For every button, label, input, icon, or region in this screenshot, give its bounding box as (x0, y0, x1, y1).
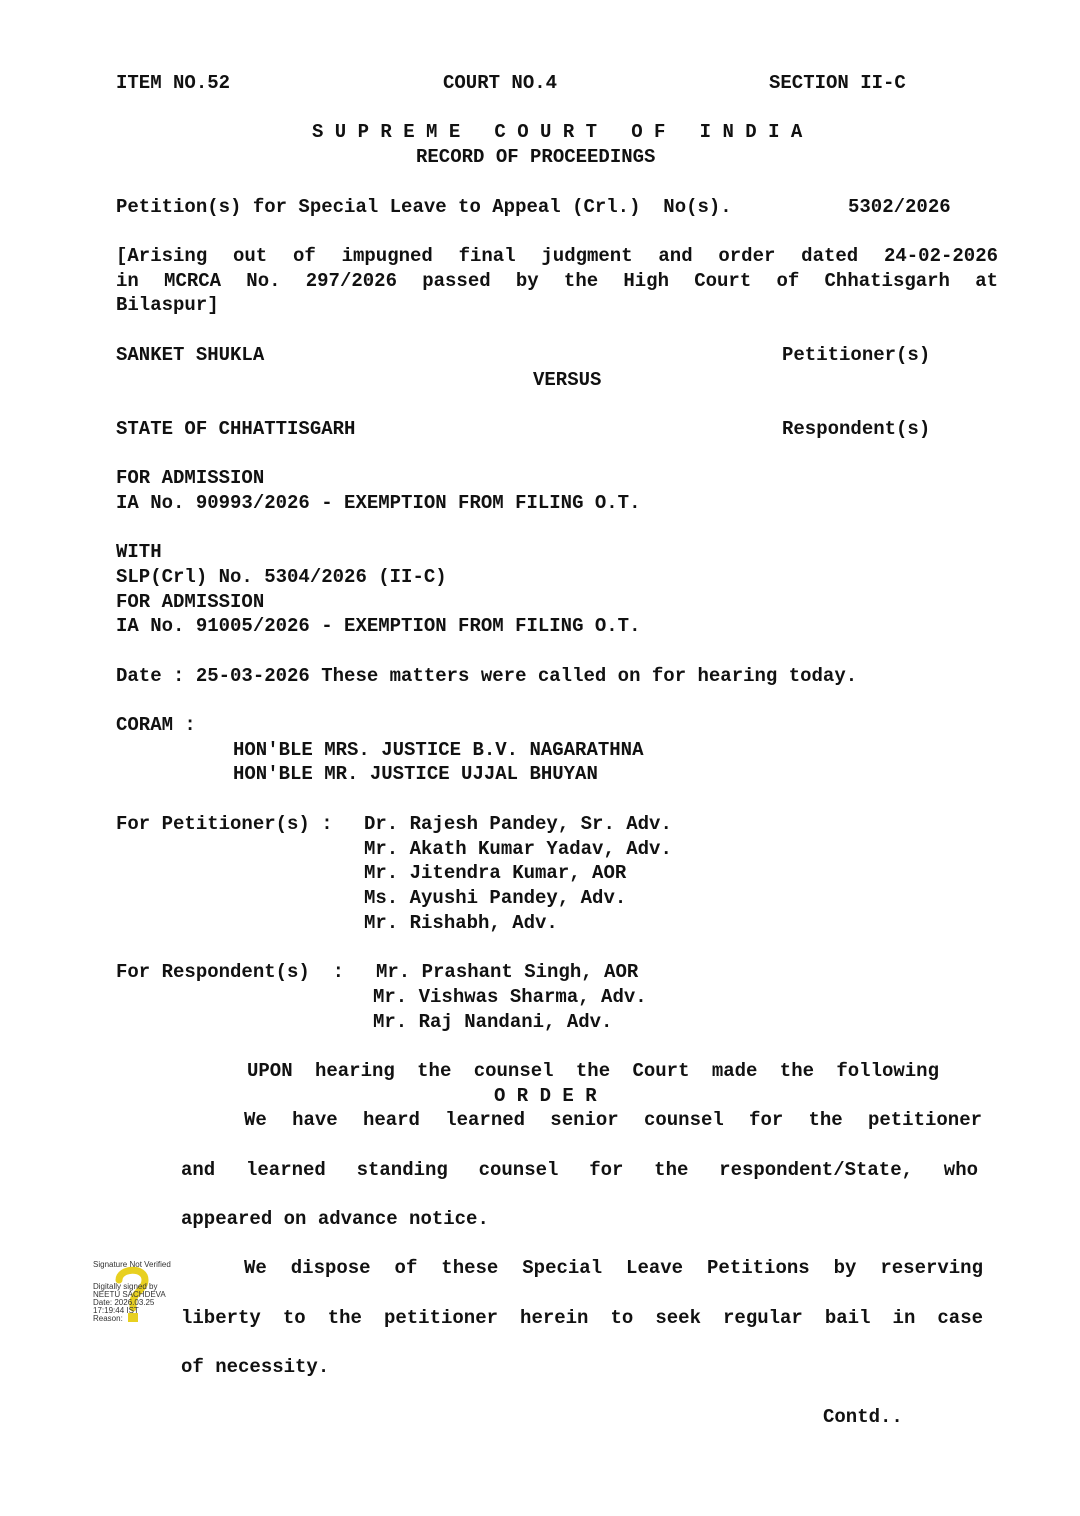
petition-label: Petition(s) for Special Leave to Appeal (Crl.) No(s). (116, 196, 732, 218)
counsel-name: Ms. Ayushi Pandey, Adv. (364, 887, 627, 909)
record-of-proceedings-heading: RECORD OF PROCEEDINGS (416, 146, 656, 168)
section-label: SECTION II-C (769, 72, 906, 94)
counsel-name: Mr. Raj Nandani, Adv. (373, 1011, 613, 1033)
order-paragraph-line: appeared on advance notice. (181, 1208, 489, 1230)
for-admission-label: FOR ADMISSION (116, 467, 265, 489)
item-number: ITEM NO.52 (116, 72, 231, 94)
ia-application-line: IA No. 90993/2026 - EXEMPTION FROM FILING O.T. (116, 492, 641, 514)
arising-line-3: Bilaspur] (116, 294, 219, 316)
respondent-counsel-label: For Respondent(s) : (116, 961, 345, 983)
court-number: COURT NO.4 (443, 72, 558, 94)
counsel-name: Mr. Jitendra Kumar, AOR (364, 862, 627, 884)
arising-line-2: in MCRCA No. 297/2026 passed by the High Court of Chhatisgarh at (116, 270, 998, 292)
tagged-for-admission-label: FOR ADMISSION (116, 591, 265, 613)
order-heading: O R D E R (494, 1085, 597, 1107)
arising-line-1: [Arising out of impugned final judgment and order dated 24-02-2026 (116, 245, 998, 267)
continued-marker: Contd.. (823, 1406, 903, 1428)
signature-date: Date: 2026.03.25 (93, 1298, 155, 1307)
order-intro-line: UPON hearing the counsel the Court made the following (247, 1060, 939, 1082)
counsel-name: Mr. Vishwas Sharma, Adv. (373, 986, 647, 1008)
petitioner-name: SANKET SHUKLA (116, 344, 265, 366)
with-label: WITH (116, 541, 162, 563)
petitioner-role-label: Petitioner(s) (782, 344, 931, 366)
counsel-name: Dr. Rajesh Pandey, Sr. Adv. (364, 813, 672, 835)
counsel-name: Mr. Rishabh, Adv. (364, 912, 558, 934)
court-name-heading: S U P R E M E C O U R T O F I N D I A (312, 121, 803, 143)
signature-reason: Reason: (93, 1314, 123, 1323)
judge-name: HON'BLE MRS. JUSTICE B.V. NAGARATHNA (233, 739, 644, 761)
order-paragraph-line: liberty to the petitioner herein to seek regular bail in case (181, 1307, 983, 1329)
counsel-name: Mr. Akath Kumar Yadav, Adv. (364, 838, 672, 860)
respondent-role-label: Respondent(s) (782, 418, 931, 440)
order-paragraph-line: We dispose of these Special Leave Petitions by reserving (244, 1257, 983, 1279)
order-paragraph-line: and learned standing counsel for the respondent/State, who (181, 1159, 978, 1181)
coram-label: CORAM : (116, 714, 196, 736)
signature-signer: NEETU SACHDEVA (93, 1290, 166, 1299)
signature-time: 17:19:44 IST (93, 1306, 139, 1315)
respondent-name: STATE OF CHHATTISGARH (116, 418, 356, 440)
judge-name: HON'BLE MR. JUSTICE UJJAL BHUYAN (233, 763, 598, 785)
versus-label: VERSUS (533, 369, 602, 391)
signature-status: Signature Not Verified (93, 1260, 171, 1269)
tagged-slp-line: SLP(Crl) No. 5304/2026 (II-C) (116, 566, 447, 588)
order-paragraph-line: of necessity. (181, 1356, 330, 1378)
petition-number: 5302/2026 (848, 196, 951, 218)
order-paragraph-line: We have heard learned senior counsel for the petitioner (244, 1109, 982, 1131)
counsel-name: Mr. Prashant Singh, AOR (376, 961, 639, 983)
hearing-date-line: Date : 25-03-2026 These matters were called on for hearing today. (116, 665, 858, 687)
petitioner-counsel-label: For Petitioner(s) : (116, 813, 333, 835)
tagged-ia-application-line: IA No. 91005/2026 - EXEMPTION FROM FILING O.T. (116, 615, 641, 637)
signature-detail: Digitally signed by (93, 1282, 158, 1291)
